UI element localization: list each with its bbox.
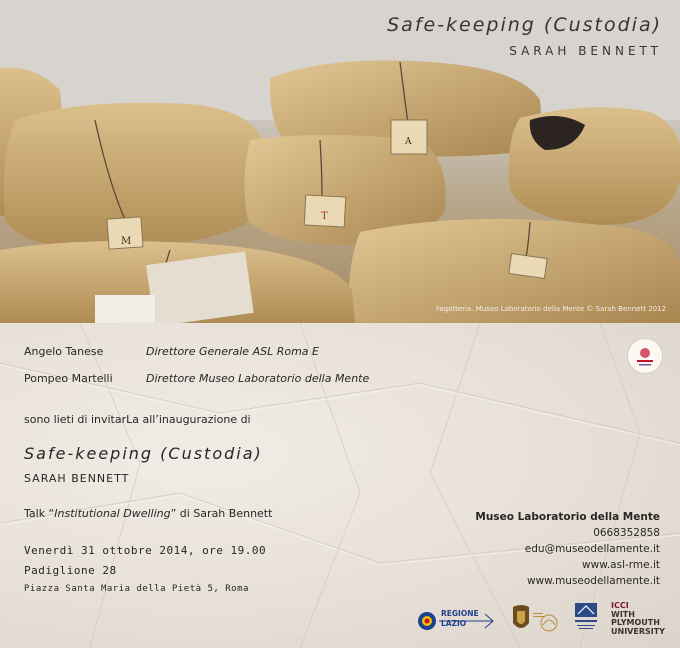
invitation-body	[0, 323, 680, 648]
talk-line	[24, 507, 272, 520]
event-address: Piazza Santa Maria della Pietà 5, Roma	[24, 584, 249, 594]
host-name: Pompeo Martelli	[24, 372, 113, 385]
plymouth-line: UNIVERSITY	[611, 626, 665, 636]
host-role: Direttore Generale ASL Roma E	[146, 345, 319, 358]
parcel-tag-letter: T	[321, 211, 328, 222]
host-name: Angelo Tanese	[24, 345, 104, 358]
host-role: Direttore Museo Laboratorio della Mente	[146, 372, 370, 385]
photo-credit: Fagotteria. Museo Laboratorio della Mente © Sarah Bennett 2012	[436, 305, 666, 313]
crest-logo	[509, 603, 563, 641]
parcel-tag-letter: M	[121, 236, 132, 247]
hero-artist: SARAH BENNETT	[509, 44, 662, 58]
plymouth-line: WITH	[611, 609, 635, 619]
regione-line: LAZIO	[441, 619, 467, 628]
asl-website[interactable]: www.asl-rme.it	[582, 559, 660, 571]
hero-title: Safe-keeping (Custodia)	[387, 14, 662, 36]
museum-phone: 0668352858	[593, 527, 660, 539]
museum-email[interactable]: edu@museodellamente.it	[524, 543, 660, 555]
plymouth-line: ICCI	[611, 601, 629, 610]
museum-website[interactable]: www.museodellamente.it	[526, 575, 660, 587]
plymouth-university-logo	[611, 602, 665, 636]
regione-lazio-logo	[417, 609, 497, 637]
event-pavilion: Padiglione 28	[24, 564, 117, 577]
sponsor-logos	[417, 601, 665, 641]
exhibition-artist: SARAH BENNETT	[24, 472, 130, 485]
regione-line: REGIONE	[441, 609, 479, 618]
santa-maria-della-pieta-logo	[627, 338, 663, 374]
museum-name: Museo Laboratorio della Mente	[475, 511, 660, 523]
hero-photo	[0, 0, 680, 323]
museum-contacts	[475, 509, 660, 589]
laboratorio-logo	[573, 601, 599, 639]
event-date: Venerdì 31 ottobre 2014, ore 19.00	[24, 544, 267, 557]
talk-prefix: Talk “	[24, 507, 55, 520]
invitation-text: sono lieti di invitarLa all’inaugurazione di	[24, 413, 251, 426]
parcel-tag-letter: A	[405, 137, 412, 147]
exhibition-title: Safe-keeping (Custodia)	[24, 444, 263, 463]
talk-title: Institutional Dwelling	[54, 507, 171, 520]
talk-suffix: ” di Sarah Bennett	[170, 507, 273, 520]
plymouth-line: PLYMOUTH	[611, 618, 660, 627]
